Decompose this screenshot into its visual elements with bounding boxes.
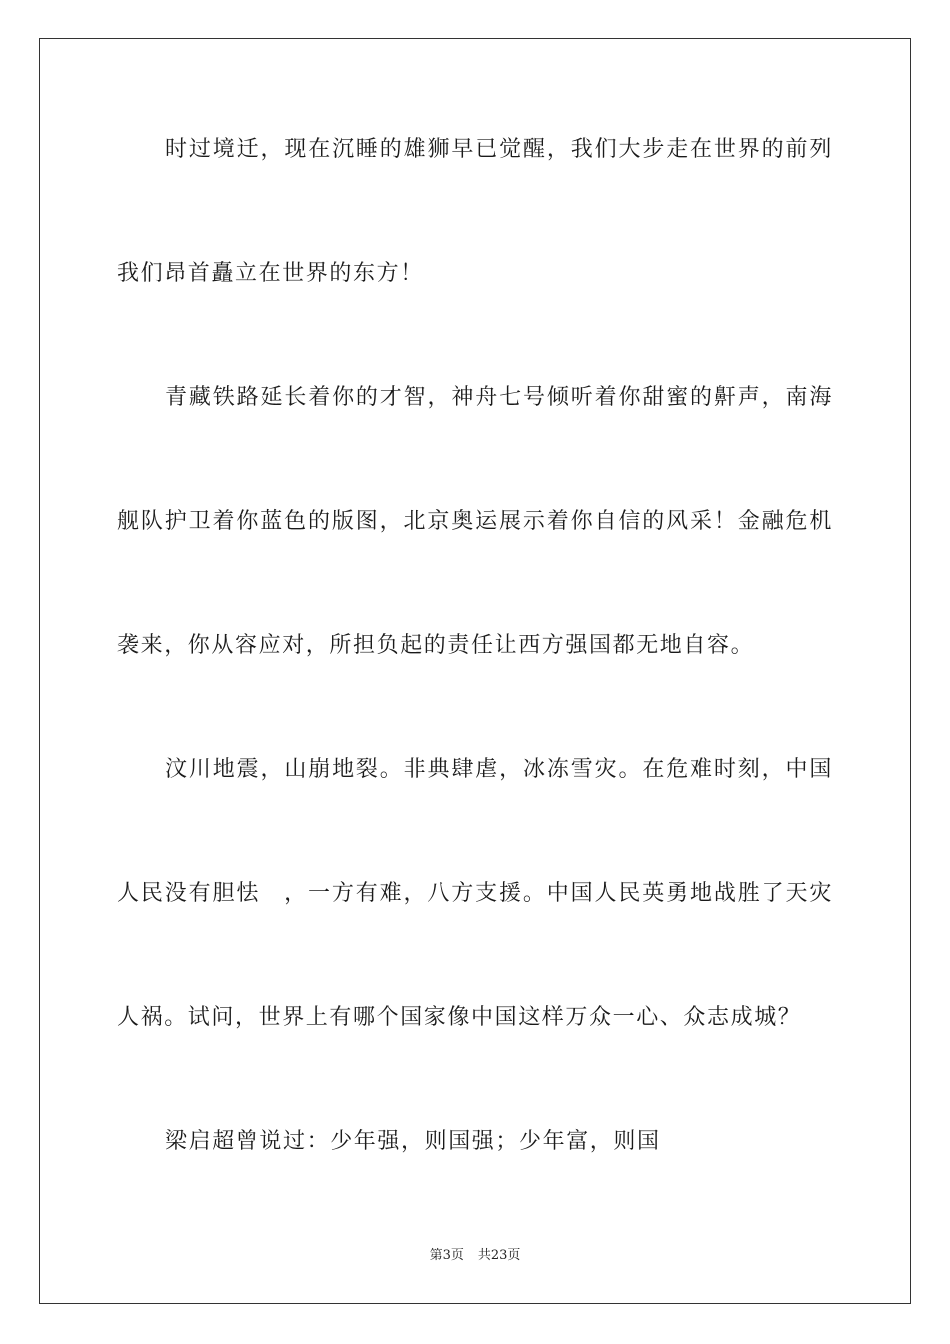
page-border: [39, 38, 911, 1304]
paragraph-3-line-3: 人祸。试问，世界上有哪个国家像中国这样万众一心、众志成城？: [117, 1005, 802, 1030]
paragraph-4-line-1: 梁启超曾说过：少年强，则国强；少年富，则国: [165, 1129, 661, 1154]
paragraph-2-line-2: 舰队护卫着你蓝色的版图，北京奥运展示着你自信的风采！金融危机: [117, 509, 833, 534]
paragraph-2-line-1: 青藏铁路延长着你的才智，神舟七号倾听着你甜蜜的鼾声，南海: [165, 385, 833, 410]
page-number-current: 第3页: [429, 1248, 464, 1263]
paragraph-1-line-1: 时过境迁，现在沉睡的雄狮早已觉醒，我们大步走在世界的前列: [165, 137, 833, 162]
paragraph-3-line-1: 汶川地震，山崩地裂。非典肆虐，冰冻雪灾。在危难时刻，中国: [165, 757, 833, 782]
paragraph-2-line-3: 袭来，你从容应对，所担负起的责任让西方强国都无地自容。: [117, 633, 755, 658]
page-number-total: 共23页: [477, 1248, 521, 1263]
page-footer: [0, 1248, 950, 1264]
paragraph-3-line-2: 人民没有胆怯 ，一方有难，八方支援。中国人民英勇地战胜了天灾: [117, 881, 833, 906]
paragraph-1-line-2: 我们昂首矗立在世界的东方！: [117, 261, 424, 286]
